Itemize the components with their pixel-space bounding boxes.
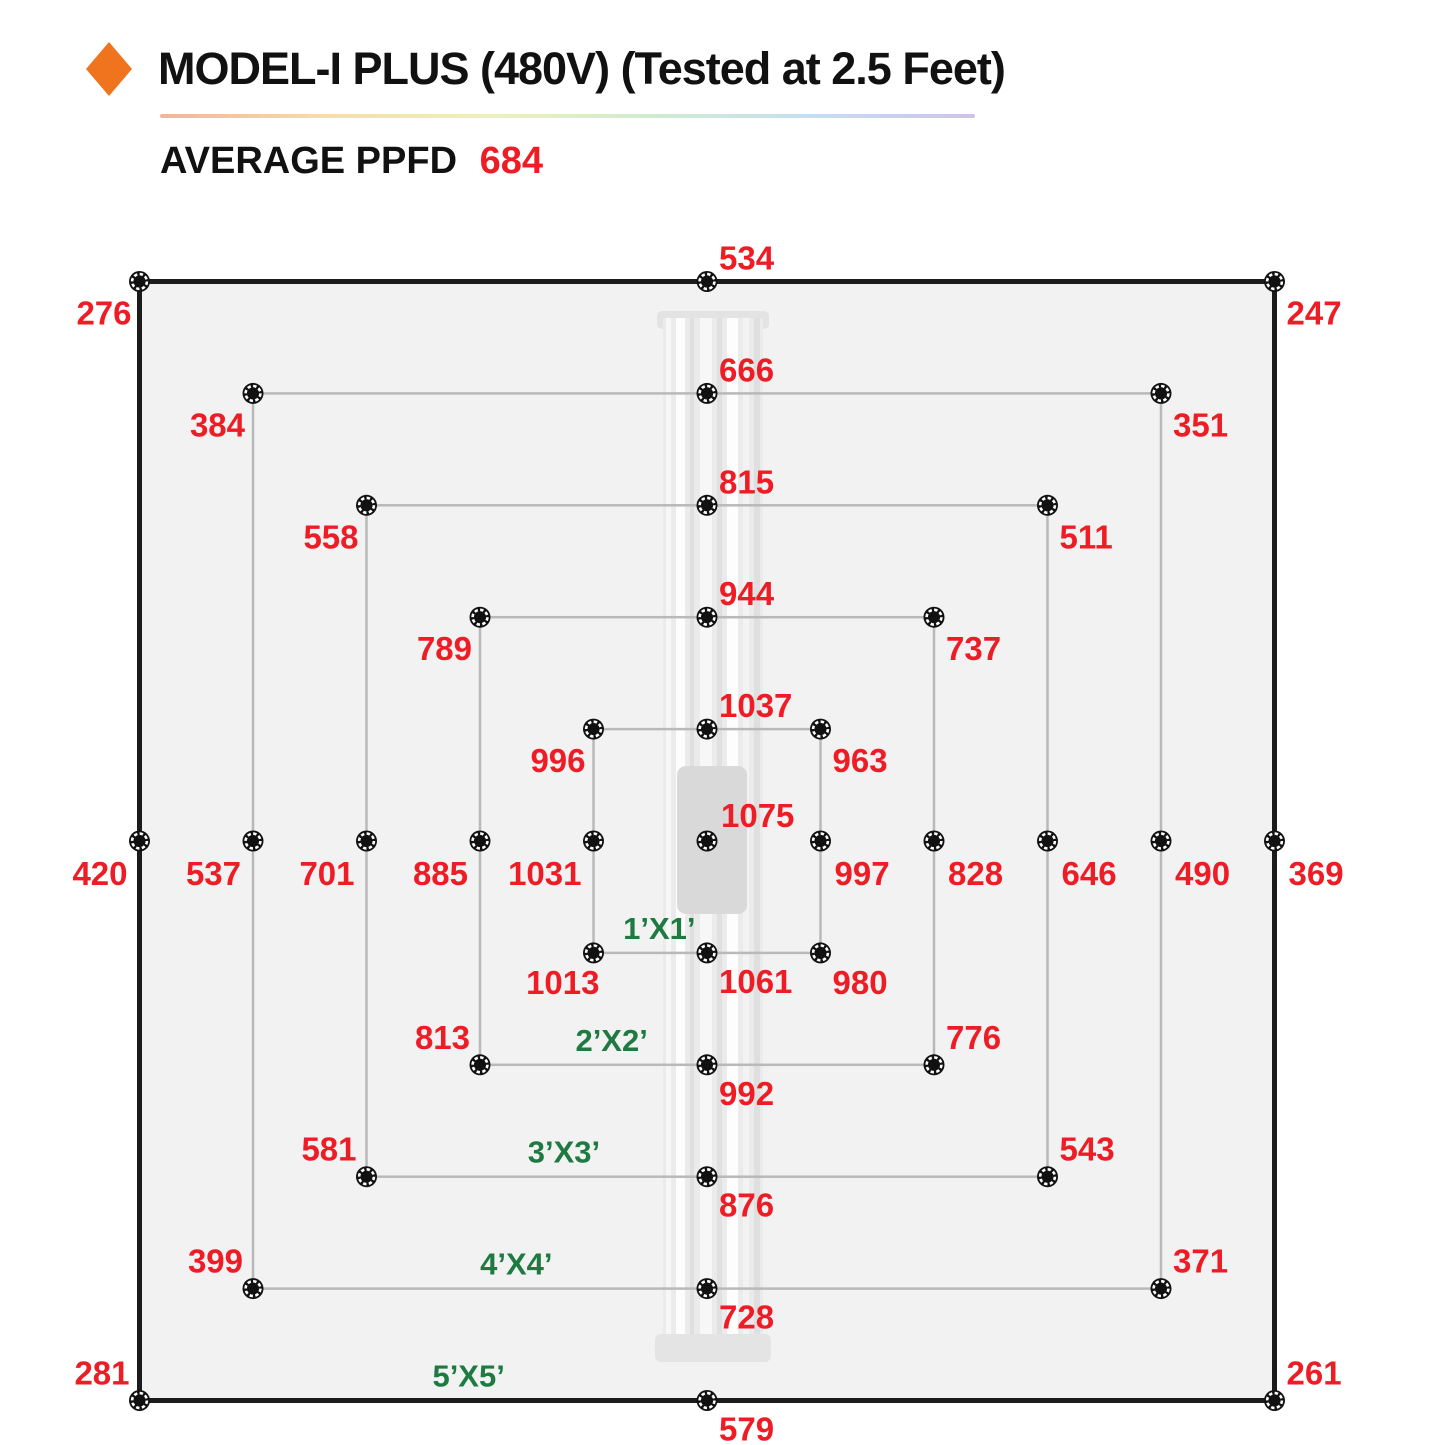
ppfd-value: 351 xyxy=(1173,406,1229,444)
ppfd-value: 885 xyxy=(412,855,468,892)
measurement-dot xyxy=(470,831,491,852)
measurement-dot xyxy=(697,1390,718,1411)
ring-size-label: 2’X2’ xyxy=(575,1022,648,1058)
measurement-dot xyxy=(697,1278,718,1299)
measurement-dot xyxy=(1151,831,1172,852)
measurement-dot xyxy=(1264,1390,1285,1411)
ppfd-value: 276 xyxy=(76,294,132,332)
ppfd-value: 543 xyxy=(1059,1130,1115,1168)
ppfd-value: 1037 xyxy=(719,687,793,725)
measurement-dot xyxy=(697,942,718,963)
measurement-dot xyxy=(243,1278,264,1299)
measurement-dot xyxy=(697,719,718,740)
measurement-dot xyxy=(129,271,150,292)
measurement-dot xyxy=(697,1166,718,1187)
ring-size-label: 5’X5’ xyxy=(432,1358,505,1394)
ppfd-value: 247 xyxy=(1286,294,1342,332)
measurement-dot xyxy=(583,942,604,963)
average-ppfd-label: AVERAGE PPFD xyxy=(160,140,458,182)
ppfd-value: 996 xyxy=(530,742,586,780)
ppfd-value: 813 xyxy=(414,1018,470,1056)
ppfd-value: 980 xyxy=(832,963,888,1001)
measurement-dot xyxy=(470,1054,491,1075)
measurement-dot xyxy=(697,271,718,292)
ppfd-value: 997 xyxy=(834,855,890,892)
measurement-dot xyxy=(129,831,150,852)
ring-size-label: 4’X4’ xyxy=(480,1246,553,1282)
measurement-dot xyxy=(583,831,604,852)
ppfd-value: 666 xyxy=(719,351,775,389)
measurement-dot xyxy=(924,1054,945,1075)
measurement-dot xyxy=(356,1166,377,1187)
ppfd-value: 789 xyxy=(416,630,472,668)
ppfd-value: 876 xyxy=(719,1186,775,1224)
ppfd-value: 420 xyxy=(72,855,128,892)
measurement-dot xyxy=(697,1054,718,1075)
ppfd-value: 737 xyxy=(946,630,1002,668)
page-title: MODEL-I PLUS (480V) (Tested at 2.5 Feet) xyxy=(158,43,1005,94)
ppfd-value: 534 xyxy=(719,239,775,277)
ppfd-value: 1013 xyxy=(526,963,600,1001)
measurement-dot xyxy=(697,831,718,852)
ppfd-value: 701 xyxy=(299,855,355,892)
measurement-dot xyxy=(810,942,831,963)
measurement-dot xyxy=(810,719,831,740)
ppfd-value: 1061 xyxy=(719,962,793,1000)
measurement-dot xyxy=(356,831,377,852)
measurement-dot xyxy=(924,607,945,628)
measurement-dot xyxy=(356,495,377,516)
measurement-dot xyxy=(1151,383,1172,404)
ppfd-value: 558 xyxy=(303,518,359,556)
measurement-dot xyxy=(1037,831,1058,852)
average-ppfd-value: 684 xyxy=(479,140,543,182)
ppfd-value: 261 xyxy=(1286,1354,1342,1392)
measurement-dot xyxy=(1037,1166,1058,1187)
ppfd-value: 490 xyxy=(1175,855,1231,892)
ppfd-value: 371 xyxy=(1173,1242,1229,1280)
ppfd-value: 828 xyxy=(948,855,1004,892)
ppfd-value: 992 xyxy=(719,1074,775,1112)
ppfd-value: 963 xyxy=(832,742,888,780)
measurement-dot xyxy=(1151,1278,1172,1299)
measurement-dot xyxy=(810,831,831,852)
ppfd-value: 815 xyxy=(719,463,775,501)
measurement-dot xyxy=(243,831,264,852)
ring-size-label: 3’X3’ xyxy=(527,1134,601,1170)
ppfd-value: 399 xyxy=(187,1242,243,1280)
ppfd-value: 944 xyxy=(719,575,775,613)
ppfd-center-value: 1075 xyxy=(721,797,795,834)
ppfd-value: 646 xyxy=(1061,855,1117,892)
measurement-dot xyxy=(1264,831,1285,852)
ppfd-value: 1031 xyxy=(508,855,582,892)
measurement-dot xyxy=(583,719,604,740)
measurement-dot xyxy=(129,1390,150,1411)
ppfd-value: 776 xyxy=(946,1018,1002,1056)
measurement-dot xyxy=(697,495,718,516)
measurement-dot xyxy=(243,383,264,404)
ppfd-value: 728 xyxy=(719,1298,775,1336)
ppfd-value: 281 xyxy=(74,1354,130,1392)
ppfd-value: 581 xyxy=(301,1130,357,1168)
ring-size-label: 1’X1’ xyxy=(623,910,696,946)
ppfd-value: 369 xyxy=(1288,855,1344,892)
measurement-dot xyxy=(470,607,491,628)
ppfd-value: 511 xyxy=(1059,518,1113,556)
measurement-dot xyxy=(1037,495,1058,516)
measurement-dot xyxy=(924,831,945,852)
measurement-dot xyxy=(697,607,718,628)
measurement-dot xyxy=(697,383,718,404)
ppfd-value: 579 xyxy=(719,1410,775,1445)
ppfd-value: 384 xyxy=(189,406,245,444)
measurement-dot xyxy=(1264,271,1285,292)
ppfd-value: 537 xyxy=(185,855,241,892)
